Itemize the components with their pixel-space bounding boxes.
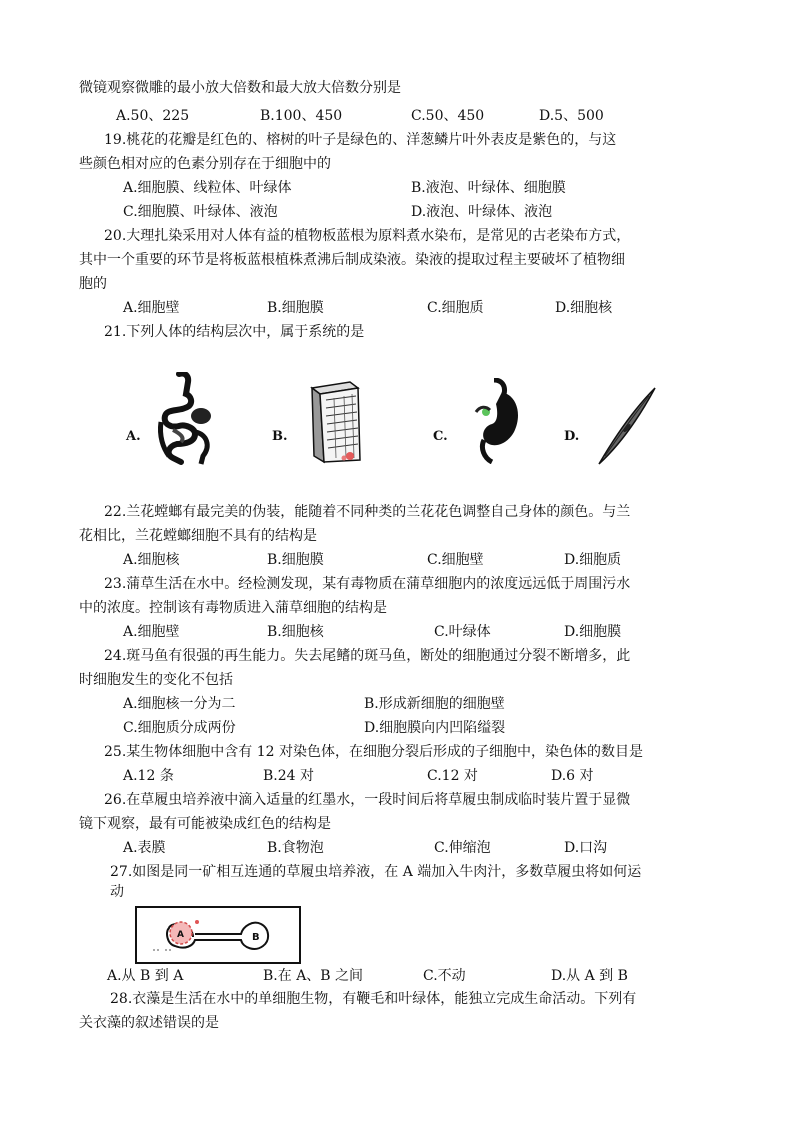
q19-option-a: A.细胞膜、线粒体、叶绿体 [123,180,292,196]
q20-option-b: B.细胞膜 [267,300,324,316]
q20-option-a: A.细胞壁 [123,300,180,316]
q20-stem-line1: 20.大理扎染采用对人体有益的植物板蓝根为原料煮水染布，是常见的古老染布方式， [104,228,631,244]
q27-stem-line1: 27.如图是同一矿相互连通的草履虫培养液，在 A 端加入牛肉汁，多数草履虫将如何运 [110,864,642,880]
q26-option-d: D.口沟 [564,840,608,856]
q19-stem-line1: 19.桃花的花瓣是红色的、榕树的叶子是绿色的、洋葱鳞片叶外表皮是紫色的，与这 [104,132,617,148]
q26-stem-line2: 镜下观察，最有可能被染成红色的结构是 [79,816,331,832]
q18-stem-tail: 微镜观察微雕的最小放大倍数和最大放大倍数分别是 [79,80,401,96]
q27-option-a: A.从 B 到 A [107,968,184,984]
q24-option-c: C.细胞质分成两份 [123,720,236,736]
paramecium-culture-figure [135,906,301,964]
q20-option-d: D.细胞核 [555,300,613,316]
q26-option-a: A.表膜 [123,840,166,856]
tissue-block-image [306,380,364,464]
q26-option-c: C.伸缩泡 [434,840,491,856]
q23-option-c: C.叶绿体 [434,624,491,640]
q19-option-b: B.液泡、叶绿体、细胞膜 [411,180,566,196]
q19-option-c: C.细胞膜、叶绿体、液泡 [123,204,278,220]
q23-stem-line1: 23.蒲草生活在水中。经检测发现，某有毒物质在蒲草细胞内的浓度远远低于周围污水 [104,576,631,592]
q23-stem-line2: 中的浓度。控制该有毒物质进入蒲草细胞的结构是 [79,600,387,616]
q28-stem-line1: 28.衣藻是生活在水中的单细胞生物，有鞭毛和叶绿体，能独立完成生命活动。下列有 [110,991,637,1007]
q25-option-c: C.12 对 [427,768,478,784]
q20-stem-line2: 其中一个重要的环节是将板蓝根植株煮沸后制成染液。染液的提取过程主要破坏了植物细 [79,252,625,268]
muscle-cell-image [595,386,659,466]
q22-stem-line2: 花相比，兰花螳螂细胞不具有的结构是 [79,528,317,544]
figure-label-a: A [177,930,184,940]
q19-option-d: D.液泡、叶绿体、液泡 [411,204,553,220]
q28-stem-line2: 关衣藻的叙述错误的是 [79,1015,219,1031]
q21-label-b: B. [272,429,288,444]
q21-label-d: D. [564,429,580,444]
q18-option-d: D.5、500 [539,108,604,124]
q23-option-a: A.细胞壁 [123,624,180,640]
q21-label-c: C. [433,429,448,444]
q22-option-a: A.细胞核 [123,552,180,568]
q26-option-b: B.食物泡 [267,840,324,856]
q23-option-b: B.细胞核 [267,624,324,640]
q21-label-a: A. [126,429,141,444]
q27-stem-line2: 动 [110,884,124,900]
q27-option-b: B.在 A、B 之间 [263,968,364,984]
q24-option-b: B.形成新细胞的细胞壁 [364,696,505,712]
q27-option-c: C.不动 [423,968,466,984]
digestive-system-image [155,372,217,466]
stomach-image [472,378,524,464]
q25-option-a: A.12 条 [123,768,174,784]
q24-option-d: D.细胞膜向内凹陷缢裂 [364,720,506,736]
q21-stem-line1: 21.下列人体的结构层次中，属于系统的是 [104,324,365,340]
q22-option-b: B.细胞膜 [267,552,324,568]
q20-stem-line3: 胞的 [79,276,107,292]
q25-stem-line1: 25.某生物体细胞中含有 12 对染色体，在细胞分裂后形成的子细胞中，染色体的数目是 [104,744,643,760]
q18-option-a: A.50、225 [116,108,190,124]
q22-option-c: C.细胞壁 [427,552,484,568]
q22-option-d: D.细胞质 [564,552,622,568]
q24-stem-line1: 24.斑马鱼有很强的再生能力。失去尾鳍的斑马鱼，断处的细胞通过分裂不断增多，此 [104,648,631,664]
q18-option-c: C.50、450 [411,108,485,124]
q22-stem-line1: 22.兰花螳螂有最完美的伪装，能随着不同种类的兰花花色调整自己身体的颜色。与兰 [104,504,631,520]
q24-stem-line2: 时细胞发生的变化不包括 [79,672,233,688]
figure-label-b: B [252,932,260,943]
q26-stem-line1: 26.在草履虫培养液中滴入适量的红墨水，一段时间后将草履虫制成临时装片置于显微 [104,792,631,808]
q23-option-d: D.细胞膜 [564,624,622,640]
q25-option-d: D.6 对 [551,768,594,784]
q25-option-b: B.24 对 [263,768,315,784]
q24-option-a: A.细胞核一分为二 [123,696,236,712]
q19-stem-line2: 些颜色相对应的色素分别存在于细胞中的 [79,156,331,172]
q27-option-d: D.从 A 到 B [551,968,628,984]
q18-option-b: B.100、450 [260,108,343,124]
q20-option-c: C.细胞质 [427,300,484,316]
